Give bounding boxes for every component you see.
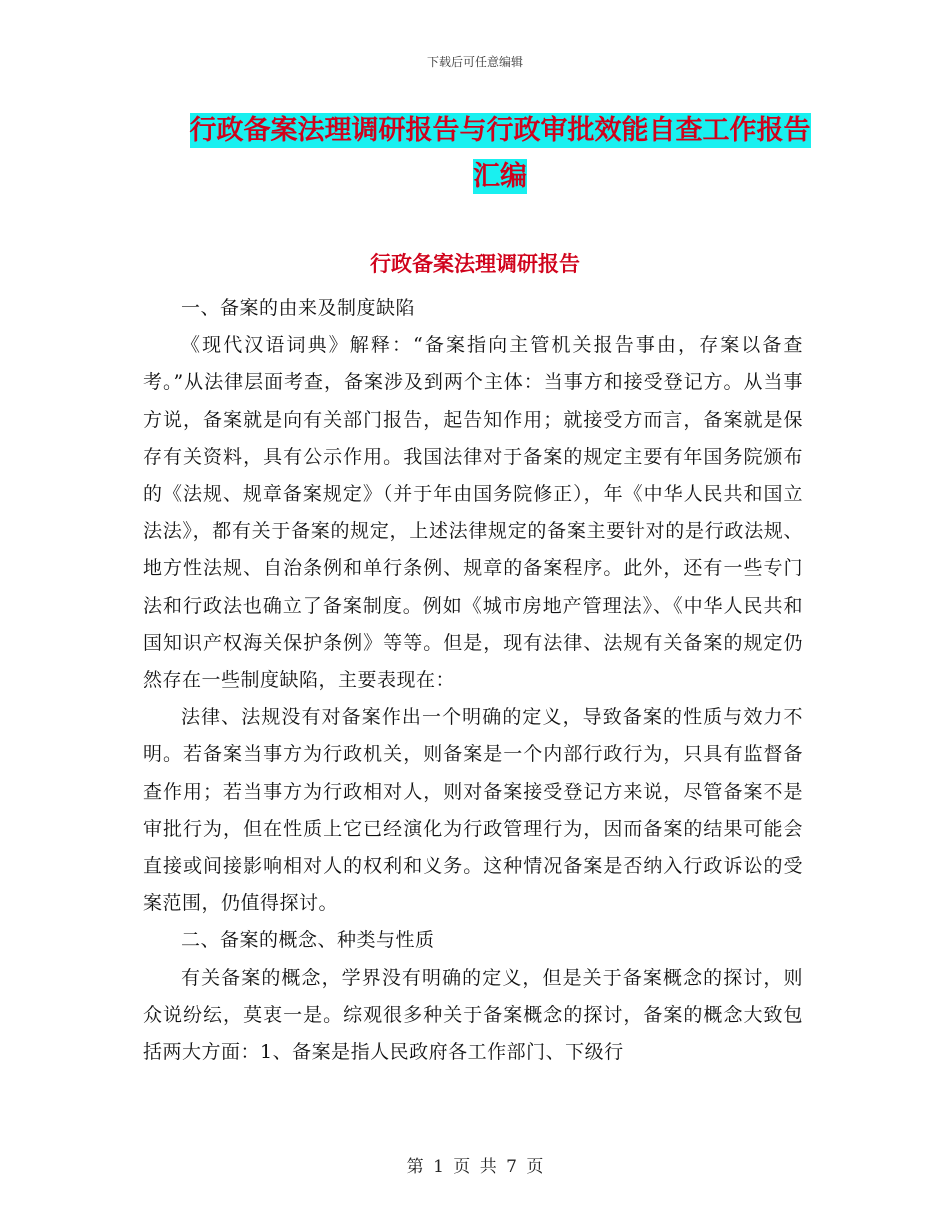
- document-title-line2: 汇编: [473, 161, 527, 192]
- paragraph: 《现代汉语词典》解释：“备案指向主管机关报告事由，存案以备查考。”从法律层面考查，备案涉及到两个主体：当事方和接受登记方。从当事方说，备案就是向有关部门报告，起告知作用；就接受方而言，备案就是保存有关资料，具有公示作用。我国法律对于备案的规定主要有年国务院颁布的《法规、规章备案规定》（并于年由国务院修正），年《中华人民共和国立法法》，都有关于备案的规定，上述法律规定的备案主要针对的是行政法规、地方性法规、自治条例和单行条例、规章的备案程序。此外，还有一些专门法和行政法也确立了备案制度。例如《城市房地产管理法》、《中华人民共和国知识产权海关保护条例》等等。但是，现有法律、法规有关备案的规定仍然存在一些制度缺陷，主要表现在：: [143, 334, 803, 692]
- header-note: 下载后可任意编辑: [426, 55, 523, 69]
- paragraph-heading-1: 一、备案的由来及制度缺陷: [181, 297, 416, 319]
- page-footer: 第 1 页 共 7 页: [406, 1157, 544, 1177]
- body-text: [143, 290, 803, 1071]
- paragraph: 有关备案的概念，学界没有明确的定义，但是关于备案概念的探讨，则众说纷纭，莫衷一是。综观很多种关于备案概念的探讨，备案的概念大致包括两大方面：1、备案是指人民政府各工作部门、下级行: [143, 966, 803, 1064]
- document-title-line1: 行政备案法理调研报告与行政审批效能自查工作报告: [189, 115, 811, 146]
- document-title: [140, 108, 860, 200]
- section-title: 行政备案法理调研报告: [370, 251, 580, 276]
- paragraph: 法律、法规没有对备案作出一个明确的定义，导致备案的性质与效力不明。若备案当事方为行政机关，则备案是一个内部行政行为，只具有监督备查作用；若当事方为行政相对人，则对备案接受登记方来说，尽管备案不是审批行为，但在性质上它已经演化为行政管理行为，因而备案的结果可能会直接或间接影响相对人的权利和义务。这种情况备案是否纳入行政诉讼的受案范围，仍值得探讨。: [143, 706, 803, 915]
- paragraph-heading-2: 二、备案的概念、种类与性质: [181, 929, 435, 952]
